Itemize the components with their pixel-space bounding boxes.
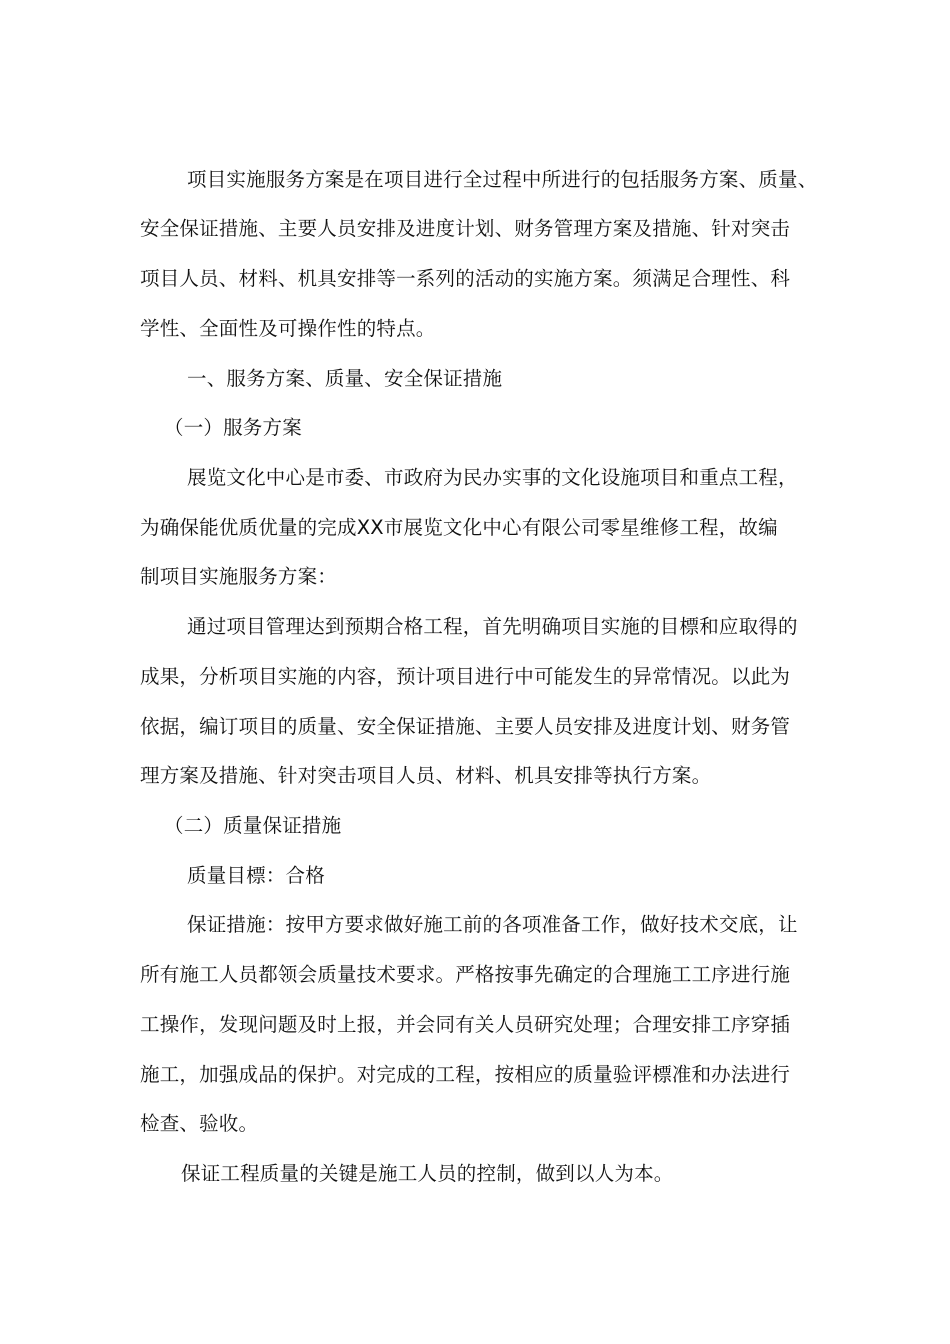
paragraph-measures-line-3: 工操作，发现问题及时上报，并会同有关人员研究处理；合理安排工序穿插 [140,1013,791,1036]
paragraph-intro-line-3: 项目人员、材料、机具安排等一系列的活动的实施方案。须满足合理性、科 [140,267,791,290]
paragraph-measures-line-2: 所有施工人员都领会质量技术要求。严格按事先确定的合理施工工序进行施 [140,963,791,986]
paragraph-measures-line-5: 检查、验收。 [140,1112,259,1135]
subsection-heading-2: （二）质量保证措施 [164,814,342,837]
paragraph-service-line-2: 为确保能优质优量的完成XX市展览文化中心有限公司零星维修工程，故编 [140,516,778,539]
subsection-heading-1: （一）服务方案 [164,416,302,439]
paragraph-intro-line-1: 项目实施服务方案是在项目进行全过程中所进行的包括服务方案、质量、 [187,168,818,191]
paragraph-management-line-3: 依据，编订项目的质量、安全保证措施、主要人员安排及进度计划、财务管 [140,715,791,738]
paragraph-service-line-1: 展览文化中心是市委、市政府为民办实事的文化设施项目和重点工程， [187,466,798,489]
paragraph-measures-line-4: 施工，加强成品的保护。对完成的工程，按相应的质量验评標准和办法进行 [140,1063,791,1086]
paragraph-service-line-3: 制项目实施服务方案： [140,565,338,588]
paragraph-key-point: 保证工程质量的关键是施工人员的控制，做到以人为本。 [181,1162,674,1185]
paragraph-management-line-1: 通过项目管理达到预期合格工程，首先明确项目实施的目標和应取得的 [187,615,798,638]
section-heading-1: 一、服务方案、质量、安全保证措施 [187,367,503,390]
paragraph-intro-line-4: 学性、全面性及可操作性的特点。 [140,317,436,340]
quality-target: 质量目標：合格 [187,864,325,887]
paragraph-measures-line-1: 保证措施：按甲方要求做好施工前的各项准备工作，做好技术交底，让 [187,913,798,936]
paragraph-management-line-4: 理方案及措施、针对突击项目人员、材料、机具安排等执行方案。 [140,764,712,787]
paragraph-management-line-2: 成果，分析项目实施的内容，预计项目进行中可能发生的异常情况。以此为 [140,665,791,688]
paragraph-intro-line-2: 安全保证措施、主要人员安排及进度计划、财务管理方案及措施、针对突击 [140,217,791,240]
